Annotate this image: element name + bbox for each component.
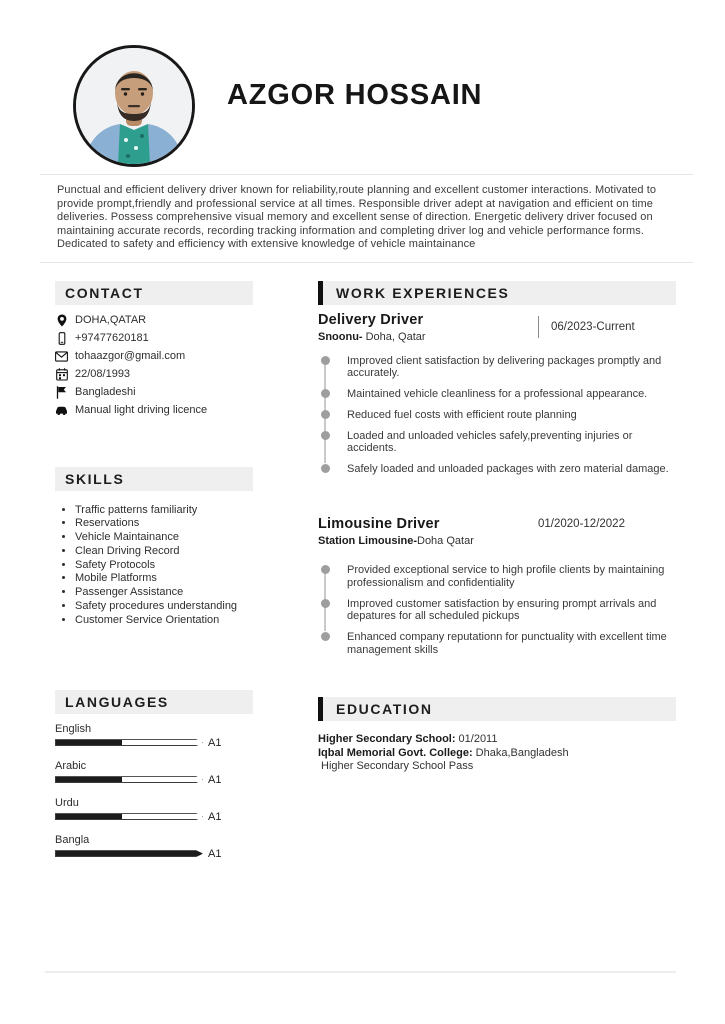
language-level-label: A1	[208, 773, 222, 786]
job-location: Doha Qatar	[417, 535, 474, 548]
job-bullet-text: Provided exceptional service to high profile clients by maintaining professionalism and confidentiality	[347, 564, 665, 589]
education-section-header: EDUCATION	[318, 697, 676, 721]
language-name: Arabic	[55, 759, 87, 772]
job-date-range: 01/2020-12/2022	[538, 518, 625, 531]
skill-item: • Vehicle Maintainance	[75, 531, 253, 545]
contact-section	[55, 281, 253, 417]
job-title: Delivery Driver	[318, 311, 424, 328]
date-divider	[538, 316, 539, 338]
calendar-icon	[55, 368, 68, 381]
language-level-bar	[55, 813, 203, 820]
skills-section-header: SKILLS	[55, 467, 253, 491]
contact-birthdate-text: 22/08/1993	[75, 368, 131, 380]
language-bar-line	[55, 774, 253, 786]
education-line-value: Higher Secondary School Pass	[321, 760, 474, 773]
skill-item: • Customer Service Orientation	[75, 614, 253, 628]
education-line	[318, 733, 676, 747]
timeline-dot-icon	[321, 410, 330, 419]
car-icon	[55, 404, 68, 417]
job-date-range: 06/2023-Current	[551, 321, 635, 333]
right-column	[318, 281, 676, 871]
education-line-label: Higher Secondary School:	[318, 732, 456, 745]
job-bullet	[347, 388, 676, 401]
job-company: Snoonu-	[318, 330, 363, 343]
education-line-label: Iqbal Memorial Govt. College:	[318, 746, 473, 759]
contact-licence-text: Manual light driving licence	[75, 404, 208, 416]
summary-text: Punctual and efficient delivery driver known for reliability,route planning and excellent customer interactions. Motivated to provide prompt,friendly and professional service at all times. Responsible driver adept at navigation and efficient on time deliveries. Possess comprehensive visual memory and excellent sense of direction. Energetic delivery driver focused on maintaining accurate records, recording tracking information and completing driver log and vehicle performance forms. Dedicated to safety and efficiency with extensive knowledge of vehicle maintainance	[57, 184, 657, 250]
language-bar-line	[55, 848, 253, 860]
language-name: English	[55, 722, 92, 735]
timeline-dot-icon	[321, 389, 330, 398]
job-titles	[318, 312, 538, 343]
job-bullet-text: Safely loaded and unloaded packages with zero material damage.	[347, 463, 669, 476]
work-section-header: WORK EXPERIENCES	[318, 281, 676, 305]
language-row	[55, 760, 253, 786]
job-title: Limousine Driver	[318, 516, 440, 533]
candidate-name: AZGOR HOSSAIN	[227, 78, 483, 111]
email-icon	[55, 350, 68, 363]
contact-section-header: CONTACT	[55, 281, 253, 305]
job-company-line	[318, 331, 538, 343]
languages-section	[55, 690, 253, 860]
job-bullet-text: Improved client satisfaction by delivering packages promptly and accurately.	[347, 354, 662, 380]
language-level-bar	[55, 739, 203, 746]
skills-list	[55, 504, 253, 628]
job-bullet-list	[320, 564, 676, 657]
left-column	[55, 281, 253, 871]
job-company: Station Limousine-	[318, 535, 417, 548]
language-name: Urdu	[55, 796, 79, 809]
languages-section-header: LANGUAGES	[55, 690, 253, 714]
job-bullet-text: Maintained vehicle cleanliness for a professional appearance.	[347, 388, 648, 401]
timeline-dot-icon	[321, 431, 330, 440]
mobile-phone-icon	[55, 332, 68, 345]
education-lines	[318, 733, 676, 774]
job-bullet	[347, 409, 676, 422]
language-bar-line	[55, 737, 253, 749]
contact-row-licence	[55, 404, 253, 417]
job-bullet-text: Enhanced company reputationn for punctuality with excellent time management skills	[347, 631, 667, 657]
contact-row-nationality	[55, 386, 253, 399]
education-line-value: 01/2011	[458, 732, 498, 745]
contact-row-birthdate	[55, 368, 253, 381]
divider-header	[40, 174, 693, 175]
language-level-bar	[55, 850, 203, 857]
job-bullet	[347, 463, 676, 476]
job-bullet-text: Improved customer satisfaction by ensuring prompt arrivals and depatures for all scheduled pickups	[347, 597, 657, 623]
timeline-dot-icon	[321, 632, 330, 641]
content-columns	[0, 263, 725, 871]
contact-list	[55, 314, 253, 417]
education-line	[318, 747, 676, 761]
language-row	[55, 723, 253, 749]
job-limousine-driver	[318, 516, 676, 657]
language-level-fill	[56, 777, 122, 782]
skill-item: • Reservations	[75, 517, 253, 531]
language-name: Bangla	[55, 833, 90, 846]
language-level-fill	[56, 740, 122, 745]
page-bottom-divider	[45, 971, 676, 973]
job-titles	[318, 516, 538, 547]
language-level-label: A1	[208, 847, 222, 860]
contact-email-text: tohaazgor@gmail.com	[75, 350, 186, 362]
language-bar-line	[55, 811, 253, 823]
header	[0, 0, 725, 170]
language-level-bar	[55, 776, 203, 783]
job-bullet-text: Reduced fuel costs with efficient route planning	[347, 408, 577, 421]
contact-phone-text: +97477620181	[75, 332, 149, 344]
job-bullet	[347, 598, 676, 624]
skill-item: • Mobile Platforms	[75, 572, 253, 586]
contact-row-location	[55, 314, 253, 327]
job-header	[318, 516, 676, 547]
flag-icon	[55, 386, 68, 399]
job-dates	[538, 312, 676, 343]
language-row	[55, 834, 253, 860]
job-header	[318, 312, 676, 343]
language-level-fill	[56, 814, 122, 819]
skill-item: • Safety Protocols	[75, 559, 253, 573]
job-company-line	[318, 535, 538, 547]
timeline-dot-icon	[321, 464, 330, 473]
education-line-value: Dhaka,Bangladesh	[475, 746, 569, 759]
skills-section	[55, 467, 253, 628]
timeline-dot-icon	[321, 356, 330, 365]
job-bullet-list	[320, 355, 676, 477]
job-bullet	[347, 355, 676, 381]
job-bullet	[347, 430, 676, 456]
language-row	[55, 797, 253, 823]
language-level-fill	[56, 851, 202, 856]
contact-row-phone	[55, 332, 253, 345]
skill-item: • Safety procedures understanding	[75, 600, 253, 614]
job-location: Doha, Qatar	[365, 330, 426, 343]
skill-item: • Clean Driving Record	[75, 545, 253, 559]
profile-photo-illustration	[76, 48, 192, 164]
contact-nationality-text: Bangladeshi	[75, 386, 136, 398]
skill-item: • Traffic patterns familiarity	[75, 504, 253, 518]
contact-location-text: DOHA,QATAR	[75, 314, 147, 326]
languages-list	[55, 723, 253, 860]
job-bullet	[347, 564, 676, 590]
job-delivery-driver	[318, 312, 676, 477]
education-line	[318, 760, 676, 774]
language-level-label: A1	[208, 736, 222, 749]
language-level-label: A1	[208, 810, 222, 823]
timeline-dot-icon	[321, 565, 330, 574]
skill-item: • Passenger Assistance	[75, 586, 253, 600]
contact-row-email	[55, 350, 253, 363]
job-bullet	[347, 631, 676, 657]
job-bullet-text: Loaded and unloaded vehicles safely,preventing injuries or accidents.	[347, 429, 633, 455]
job-dates	[538, 516, 676, 547]
profile-photo	[73, 45, 195, 167]
timeline-dot-icon	[321, 599, 330, 608]
location-pin-icon	[55, 314, 68, 327]
